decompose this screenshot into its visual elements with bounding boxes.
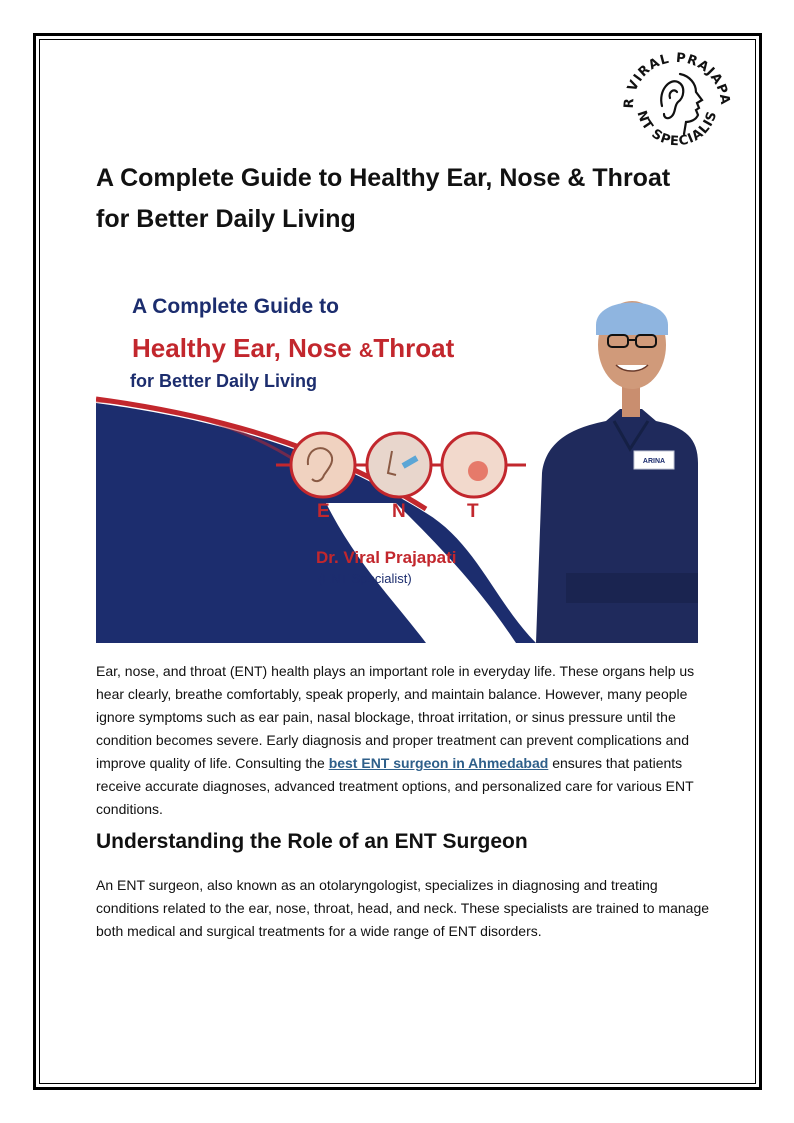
letter-n: N — [392, 501, 406, 522]
page-title — [96, 158, 716, 240]
letter-e: E — [317, 501, 330, 522]
section-paragraph: An ENT surgeon, also known as an otolaryngologist, specializes in diagnosing and treating conditions related to the ear, nose, throat, head, and neck. These specialists are trained to manage both medical and surgical treatments for a wide range of ENT disorders. — [96, 877, 710, 939]
nose-circle-icon — [367, 433, 431, 497]
banner-heading-line-1: A Complete Guide to — [132, 295, 339, 318]
doctor-photo — [536, 301, 698, 643]
logo-text-top: R VIRAL PRAJAPA — [621, 50, 733, 109]
hero-banner — [96, 243, 698, 643]
ent-surgeon-link[interactable]: best ENT surgeon in Ahmedabad — [328, 755, 549, 771]
clinic-logo — [618, 48, 736, 160]
ear-profile-icon — [661, 74, 702, 134]
intro-paragraph: Ear, nose, and throat (ENT) health plays an important role in everyday life. These organs help us hear clearly, breathe comfortably, speak properly, and maintain balance. However, many people ignore symptoms such as ear pain, nasal blockage, throat irritation, or sinus pressure until the condition becomes severe. Early diagnosis and proper treatment can prevent complications and improve quality of life. Consulting the best ENT surgeon in Ahmedabad ensures that patients receive accurate diagnoses, advanced treatment options, and personalized care for various ENT conditions. — [96, 663, 695, 817]
ear-circle-icon — [291, 433, 355, 497]
title-line-1: A Complete Guide to Healthy Ear, Nose & Throat — [96, 164, 671, 192]
banner-heading-line-3: for Better Daily Living — [130, 371, 318, 391]
letter-t: T — [467, 501, 479, 522]
section-heading: Understanding the Role of an ENT Surgeon — [96, 830, 528, 853]
doctor-role: (ENT Specialist) — [318, 571, 412, 586]
banner-heading-line-2: Healthy Ear, Nose &Throat — [132, 333, 455, 363]
throat-circle-icon — [442, 433, 506, 497]
logo-text-bottom: NT SPECIALIS — [633, 108, 721, 150]
scrubs-badge-text: ARINA — [642, 458, 666, 465]
title-line-2: for Better Daily Living — [96, 205, 356, 233]
doctor-name: Dr. Viral Prajapati — [316, 548, 457, 567]
